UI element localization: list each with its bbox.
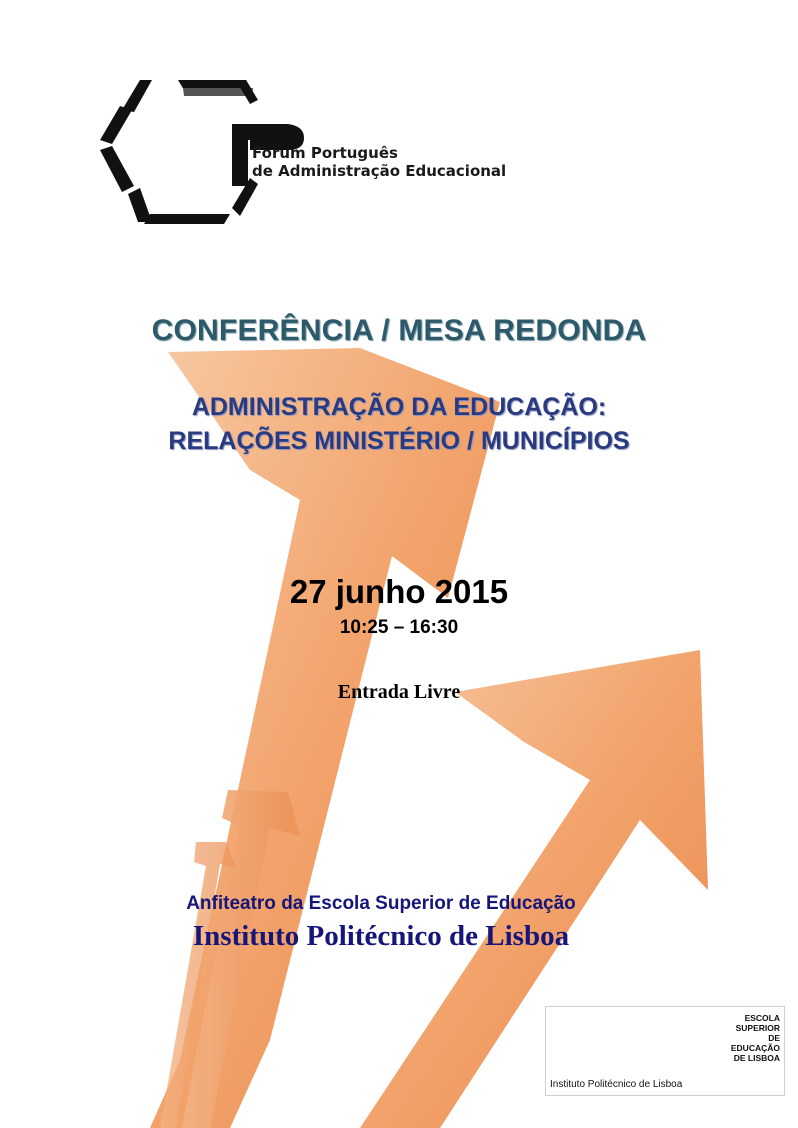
event-title-line2: RELAÇÕES MINISTÉRIO / MUNICÍPIOS <box>168 427 630 455</box>
organizer-name-line1: Forum Português <box>252 144 398 162</box>
event-title-line1: ADMINISTRAÇÃO DA EDUCAÇÃO: <box>191 393 607 421</box>
event-date: 27 junho 2015 <box>289 573 509 610</box>
ese-line4: DE LISBOA <box>733 1053 780 1063</box>
venue-room: Anfiteatro da Escola Superior de Educação <box>186 893 576 914</box>
event-type-heading: CONFERÊNCIA / MESA REDONDA <box>151 314 647 347</box>
admission-text: Entrada Livre <box>337 681 461 703</box>
ese-line2: SUPERIOR <box>735 1023 780 1033</box>
venue-institution: Instituto Politécnico de Lisboa <box>192 920 570 952</box>
partner-logo-box <box>545 1006 785 1096</box>
organizer-name-line2: de Administração Educacional <box>252 162 507 180</box>
ese-logo-text <box>728 1013 780 1063</box>
ese-line1: ESCOLA <box>744 1013 780 1023</box>
ipl-caption: Instituto Politécnico de Lisboa <box>550 1079 683 1090</box>
ese-line3: DE EDUCAÇÃO <box>730 1033 780 1053</box>
event-time: 10:25 – 16:30 <box>339 617 459 638</box>
